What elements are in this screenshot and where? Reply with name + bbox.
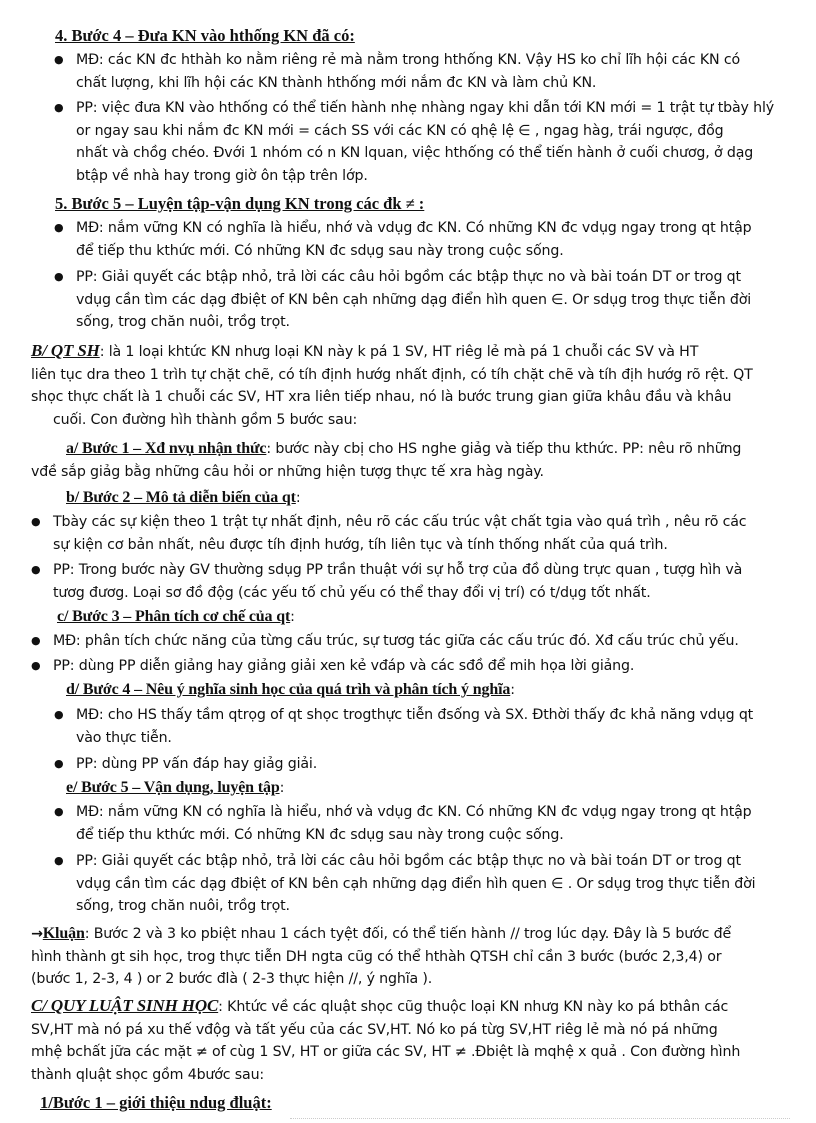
step-b-heading: b/ Bước 2 – Mô tả diễn biến của qt [66, 489, 296, 506]
text-line: vđề sắp giảg bằg những câu hỏi or những hiện tượg thực tế xra hàg ngày. [31, 463, 544, 480]
text-span: : bước này cbị cho HS nghe giảg và tiếp thu kthức. PP: nêu rõ những [266, 441, 742, 457]
text-line: MĐ: phân tích chức năng của từng cấu trúc, sự tươg tác giữa các cấu trúc đó. Xđ cấu trúc chủ yếu. [53, 633, 739, 649]
step5-heading: 5. Bước 5 – Luyện tập-vận dụng KN trong các đk ≠ : [55, 194, 425, 213]
bullet-icon: ● [31, 634, 41, 647]
bullet-icon: ● [54, 854, 64, 867]
text-line: vdụg cần tìm các dạg đbiệt of KN bên cạh những dạg điển hìh quen ∈ . Or sdụg trog thực tiễn đời [76, 875, 756, 892]
text-line: PP: Trong bước này GV thường sdụg PP trần thuật với sự hỗ trợ của đồ dùng trực quan , tượg hìh và [53, 562, 743, 578]
bullet-icon: ● [54, 270, 64, 283]
step-d-heading: d/ Bước 4 – Nêu ý nghĩa sinh học của quá trìh và phân tích ý nghĩa [66, 681, 511, 698]
text-line: thành qluật shọc gồm 4bước sau: [31, 1066, 265, 1083]
text-line: btập về nhà hay trong giờ ôn tập trên lớp. [76, 167, 368, 184]
text-line: tươg đươg. Loại sơ đồ độg (các yếu tố chủ yếu có thể thay đổi vị trí) có t/dụg tốt nhất. [53, 584, 651, 601]
step-a-heading: a/ Bước 1 – Xđ nvụ nhận thức [66, 440, 267, 457]
text-span: : [290, 609, 295, 625]
text-line: shọc thực chất là 1 chuỗi các SV, HT xra liên tiếp nhau, nó là bước trung gian giữa khâu đầu và khâu [31, 389, 732, 405]
step-c-heading: c/ Bước 3 – Phân tích cơ chế của qt [57, 608, 291, 625]
step-e-heading-line [66, 777, 284, 800]
text-line: để tiếp thu kthức mới. Có những KN đc sdụg sau này trong cuộc sống. [76, 242, 564, 259]
text-line: sự kiện cơ bản nhất, nêu được tíh định hướg, tíh liên tục và tính thống nhất của quá trìh. [53, 536, 668, 553]
text-line [31, 340, 801, 364]
step-d-bullet-1 [54, 704, 796, 749]
section-b-intro [31, 340, 801, 431]
section-b-heading: B/ QT SH [31, 341, 100, 360]
text-line: sống, trog chăn nuôi, trồg trọt. [76, 314, 290, 330]
text-span: : Khtức về các qluật shọc cũg thuộc loại KN nhưg KN này ko pá bthân các [218, 999, 729, 1015]
text-line: or ngay sau khi nắm đc KN mới = cách SS với các KN có qhệ lệ ∈ , ngag hàg, trái ngược, đồg [76, 122, 724, 139]
step-e-bullet-1 [54, 801, 796, 846]
step-b-bullet-1 [31, 511, 798, 556]
text-line: MĐ: các KN đc hthàh ko nằm riêng rẻ mà nằm trong hthống KN. Vậy HS ko chỉ lĩh hội các KN có [76, 52, 740, 68]
text-line: PP: Giải quyết các btập nhỏ, trả lời các câu hỏi bgồm các btập thực no và bài toán DT or trog qt [76, 269, 741, 285]
conclusion-heading: Kluận [42, 925, 85, 942]
bullet-icon: ● [54, 53, 64, 66]
step-e-bullet-2 [54, 850, 796, 918]
bullet-icon: ● [54, 757, 64, 770]
text-line: vào thực tiễn. [76, 729, 172, 746]
bullet-icon: ● [54, 708, 64, 721]
step4-heading: 4. Bước 4 – Đưa KN vào hthống KN đã có: [55, 26, 355, 45]
bullet-icon: ● [31, 659, 41, 672]
step-c-bullet-2 [31, 655, 798, 678]
text-line: MĐ: cho HS thấy tầm qtrọg of qt shọc trogthực tiễn đsống và SX. Đthời thấy đc khả năng vdụg qt [76, 707, 754, 723]
text-line: PP: dùng PP vấn đáp hay giảg giải. [76, 756, 318, 772]
text-line: PP: Giải quyết các btập nhỏ, trả lời các câu hỏi bgồm các btập thực no và bài toán DT or trog qt [76, 853, 741, 869]
step4-bullet-2 [54, 97, 796, 187]
conclusion [31, 923, 801, 991]
bullet-icon: ● [54, 221, 64, 234]
text-line: (bước 1, 2-3, 4 ) or 2 bước đlà ( 2-3 thực hiện //, ý nghĩa ). [31, 971, 433, 987]
step-e-heading: e/ Bước 5 – Vận dụng, luyện tập [66, 779, 280, 796]
text-line: MĐ: nắm vững KN có nghĩa là hiểu, nhớ và vdụg đc KN. Có những KN đc vdụg ngay trong qt htập [76, 804, 752, 820]
step-a [31, 438, 801, 483]
text-line: SV,HT mà nó pá xu thế vđộg và tất yếu của các SV,HT. Nó ko pá từg SV,HT riêg lẻ mà nó pá những [31, 1021, 718, 1038]
step-c-bullet-1 [31, 630, 798, 653]
text-line: MĐ: nắm vững KN có nghĩa là hiểu, nhớ và vdụg đc KN. Có những KN đc vdụg ngay trong qt htập [76, 220, 752, 236]
text-line [31, 995, 806, 1019]
step-d-bullet-2 [54, 753, 796, 776]
bullet-icon: ● [31, 563, 41, 576]
section-c-intro [31, 995, 806, 1086]
step5-bullet-1 [54, 217, 796, 262]
text-span: : [279, 780, 285, 796]
text-line: PP: dùng PP diễn giảng hay giảng giải xen kẻ vđáp và các sđồ để mih họa lời giảng. [53, 658, 635, 674]
step-c-heading-line [57, 606, 295, 629]
step-b-heading-line [66, 487, 300, 510]
text-line: sống, trog chăn nuôi, trồg trọt. [76, 898, 290, 914]
text-span: : là 1 loại khtức KN nhưg loại KN này k pá 1 SV, HT riêg lẻ mà pá 1 chuỗi các SV và HT [99, 344, 699, 360]
arrow-right-icon: → [31, 926, 43, 942]
bullet-icon: ● [54, 101, 64, 114]
text-span: : [295, 490, 301, 506]
bullet-icon: ● [31, 515, 41, 528]
text-span: : Bước 2 và 3 ko pbiệt nhau 1 cách tyệt đối, có thể tiến hành // trog lúc dạy. Đây là 5 bước để [84, 926, 732, 942]
text-line: liên tục dra theo 1 trìh tự chặt chẽ, có tíh định hướg nhất định, có tíh chặt chẽ và tíh địh hướg rõ rệt. QT [31, 366, 753, 383]
text-line: chất lượng, khi lĩh hội các KN thành hthống mới nắm đc KN và làm chủ KN. [76, 74, 597, 91]
text-line [31, 923, 801, 946]
step-d-heading-line [66, 679, 515, 702]
text-line: nhất và chồg chéo. Đvới 1 nhóm có n KN lquan, việc hthống có thể tiến hành ở cuối chươg, ở dạg [76, 145, 754, 161]
text-line: để tiếp thu kthức mới. Có những KN đc sdụg sau này trong cuộc sống. [76, 826, 564, 843]
text-line: PP: việc đưa KN vào hthống có thể tiến hành nhẹ nhàng ngay khi dẫn tới KN mới = 1 trật tự tbày hlý [76, 100, 775, 116]
text-line [31, 438, 801, 461]
footer-dotted-rule [290, 1118, 790, 1119]
text-line: vdụg cần tìm các dạg đbiệt of KN bên cạh những dạg điển hìh quen ∈. Or sdụg trog thực tiễn đời [76, 291, 752, 308]
text-line: cuối. Con đường hìh thành gồm 5 bước sau: [53, 411, 358, 428]
text-line: hình thành gt sih học, trog thực tiễn DH ngta cũg có thể hthàh QTSH chỉ cần 3 bước (bước 2,3,4) or [31, 948, 722, 965]
section-c-heading: C/ QUY LUẬT SINH HỌC [31, 996, 219, 1015]
bullet-icon: ● [54, 805, 64, 818]
text-span: : [510, 682, 515, 698]
text-line: Tbày các sự kiện theo 1 trật tự nhất định, nêu rõ các cấu trúc vật chất tgia vào quá trìh , nêu rõ các [53, 514, 747, 530]
step5-bullet-2 [54, 266, 796, 334]
section-c-step1-heading: 1/Bước 1 – giới thiệu ndug đluật: [40, 1093, 272, 1112]
text-line: mhệ bchất jữa các mặt ≠ of cùg 1 SV, HT or giữa các SV, HT ≠ .Đbiệt là mqhệ x quả . Con đường hình [31, 1044, 741, 1060]
step4-bullet-1 [54, 49, 796, 94]
step-b-bullet-2 [31, 559, 798, 604]
